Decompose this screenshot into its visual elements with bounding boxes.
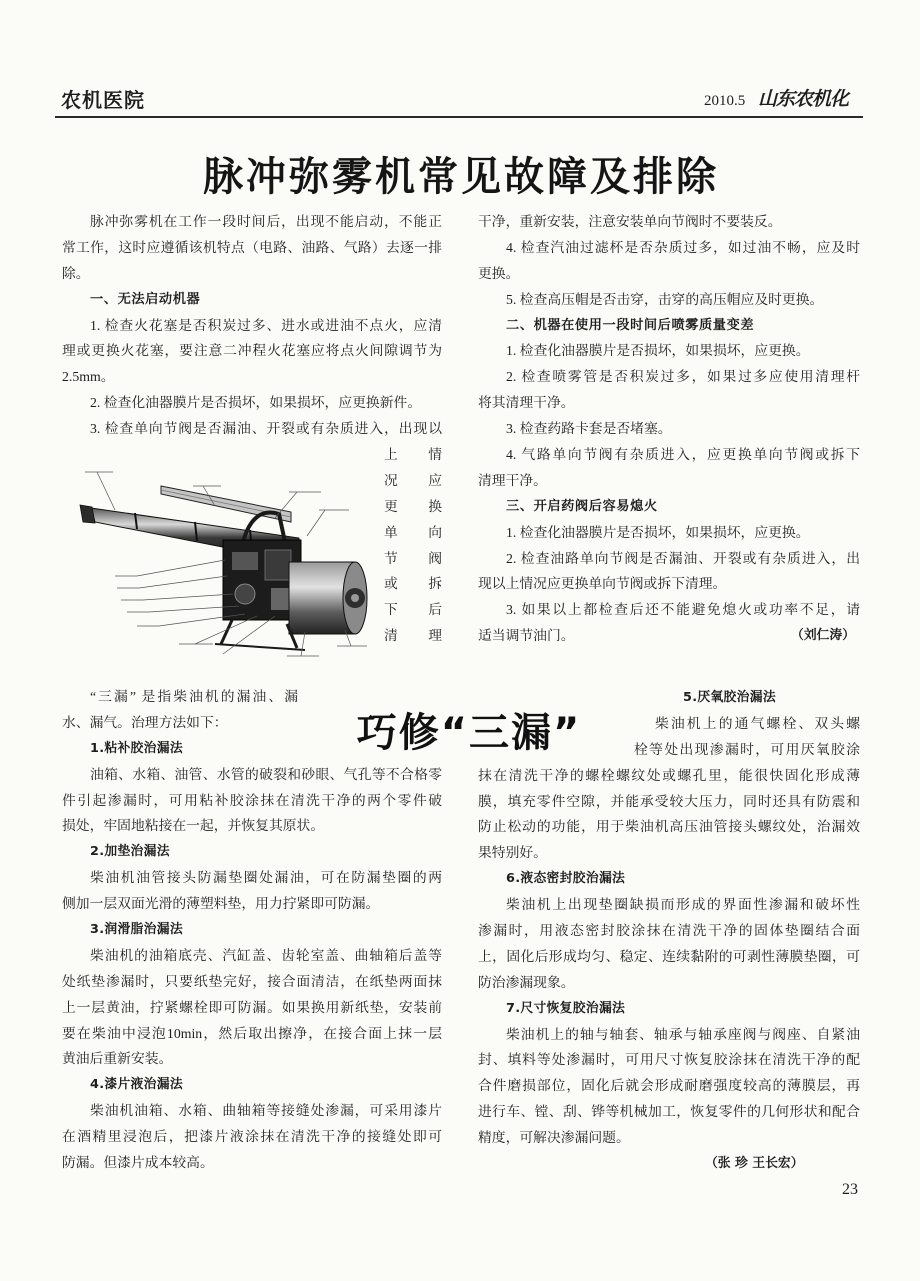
body-line: 油箱、水箱、油管、水管的破裂和砂眼、气孔等不合格零 (90, 766, 442, 782)
body-line: 柴油机上的通气螺栓、双头螺 (655, 715, 860, 731)
body-line: 栓等处出现渗漏时，可用厌氧胶涂 (634, 741, 860, 757)
method-heading: 1.粘补胶治漏法 (90, 740, 183, 756)
body-line: 1. 检查化油器膜片是否损坏，如果损坏，应更换。 (506, 343, 810, 359)
body-line: 件引起渗漏时，可用粘补胶涂抹在清洗干净的两个零件破 (62, 792, 442, 808)
body-line: 柴油机上出现垫圈缺损而形成的界面性渗漏和破坏性 (506, 897, 860, 913)
body-line: 3. 检查单向节阀是否漏油、开裂或有杂质进入，出现以 (90, 421, 442, 437)
body-line: 上，固化后形成均匀、稳定、连续黏附的可剥性薄膜垫圈，可 (478, 948, 860, 964)
body-line: 要在柴油中浸泡10min，然后取出擦净，在接合面上抹一层 (62, 1025, 442, 1041)
method-heading: 2.加垫治漏法 (90, 844, 170, 860)
body-line: 上一层黄油，拧紧螺栓即可防漏。如果换用新纸垫，安装前 (62, 999, 442, 1015)
body-line: 防止松动的功能，用于柴油机高压油管接头螺纹处，治漏效 (478, 819, 860, 835)
body-line: 上情 (384, 447, 442, 463)
body-line-with-author (478, 623, 860, 649)
body-line: 4. 检查汽油过滤杯是否杂质过多，如过油不畅，应及时 (506, 239, 860, 255)
body-line: 柴油机油管接头防漏垫圈处漏油，可在防漏垫圈的两 (90, 870, 442, 886)
body-line: 精度，可解决渗漏问题。 (478, 1130, 630, 1146)
issue-date: 2010.5 (704, 93, 746, 109)
author-credit: （刘仁涛） (791, 628, 855, 644)
body-line: 抹在清洗干净的螺栓螺纹处或螺孔里，能很快固化形成薄 (478, 767, 860, 783)
body-line: 水、漏气。治理方法如下： (62, 714, 228, 730)
section-heading: 一、无法启动机器 (90, 291, 201, 307)
body-line: 防治渗漏现象。 (478, 974, 575, 990)
body-line: 常工作，这时应遵循该机特点（电路、油路、气路）去逐一排 (62, 239, 442, 255)
author-credit: （张 珍 王长宏） (705, 1156, 804, 1172)
body-line: 1. 检查化油器膜片是否损坏，如果损坏，应更换。 (506, 524, 810, 540)
body-line: 在酒精里浸泡后，把漆片液涂抹在清洗干净的接缝处即可 (62, 1129, 442, 1145)
body-line: 封、填料等处渗漏时，可用尺寸恢复胶涂抹在清洗干净的配 (478, 1052, 860, 1068)
body-line: 更换 (384, 498, 442, 514)
upper-pipe (161, 486, 291, 522)
body-line: 除。 (62, 265, 90, 281)
body-line: 4. 气路单向节阀有杂质进入，应更换单向节阀或拆下 (506, 447, 860, 463)
magazine-logo: 山东农机化 (758, 88, 849, 110)
article1-left-column (62, 209, 442, 649)
body-line: 更换。 (478, 265, 520, 281)
body-line: 处纸垫渗漏时，只要纸垫完好，接合面清洁，在纸垫两面抹 (62, 973, 442, 989)
body-line: 3. 如果以上都检查后还不能避免熄火或功率不足，请 (506, 602, 860, 618)
body-line: 柴油机上的轴与轴套、轴承与轴承座阀与阀座、自紧油 (506, 1026, 860, 1042)
page-number: 23 (842, 1181, 858, 1198)
body-line: 2. 检查喷雾管是否积炭过多，如果过多应使用清理杆 (506, 369, 860, 385)
method-heading: 7.尺寸恢复胶治漏法 (506, 1000, 626, 1016)
header-rule (55, 116, 863, 118)
article2-left-column (62, 684, 442, 1176)
wrap-text-column (384, 442, 442, 649)
body-line: 柴油机油箱、水箱、曲轴箱等接缝处渗漏，可采用漆片 (90, 1103, 442, 1119)
section-label: 农机医院 (61, 88, 145, 112)
body-line: 1. 检查火花塞是否积炭过多、进水或进油不点火，应清 (90, 317, 442, 333)
body-line: 将其清理干净。 (478, 395, 575, 411)
body-line: 理或更换火花塞，要注意二冲程火花塞应将点火间隙调节为 (62, 343, 442, 359)
figure-row (62, 442, 442, 649)
body-line: 膜，填充零件空隙，并能承受较大压力，同时还具有防震和 (478, 793, 860, 809)
body-line: 5. 检查高压帽是否击穿，击穿的高压帽应及时更换。 (506, 291, 824, 307)
body-line: 单向 (384, 524, 442, 540)
body-line: 渗漏时，用液态密封胶涂抹在清洗干净的固体垫圈结合面 (478, 923, 860, 939)
body-line: “三漏” 是指柴油机的漏油、漏 (90, 689, 298, 704)
method-heading: 3.润滑脂治漏法 (90, 922, 183, 938)
body-line: 损处，牢固地粘接在一起，并恢复其原状。 (62, 818, 325, 834)
body-line: 下后 (384, 602, 442, 618)
body-line: 节阀 (384, 550, 442, 566)
article1-right-column (478, 209, 860, 649)
body-line: 侧加一层双面光滑的薄塑料垫，用力拧紧即可防漏。 (62, 896, 380, 912)
fogger-machine-figure (75, 448, 375, 663)
body-line: 2. 检查油路单向节阀是否漏油、开裂或有杂质进入，出 (506, 550, 860, 566)
body-line: 适当调节油门。 (478, 628, 575, 644)
article-title: 巧修“三漏” (356, 710, 582, 756)
article-title: 脉冲弥雾机常见故障及排除 (203, 154, 719, 200)
method-heading: 4.漆片液治漏法 (90, 1077, 183, 1093)
body-line: 进行车、镗、刮、铧等机械加工，恢复零件的几何形状和配合 (478, 1104, 860, 1120)
section-heading: 三、开启药阀后容易熄火 (506, 498, 658, 514)
fuel-tank (289, 562, 367, 634)
body-line: 清理干净。 (478, 472, 547, 488)
method-heading: 5.厌氧胶治漏法 (683, 690, 776, 705)
body-line: 柴油机的油箱底壳、汽缸盖、齿轮室盖、曲轴箱后盖等 (90, 947, 442, 963)
body-line: 脉冲弥雾机在工作一段时间后，出现不能启动，不能正 (90, 214, 442, 229)
body-line: 2.5mm。 (62, 369, 115, 385)
body-line: 2. 检查化油器膜片是否损坏，如果损坏，应更换新件。 (90, 395, 422, 411)
body-line: 清理 (384, 628, 442, 644)
body-line: 现以上情况应更换单向节阀或拆下清理。 (478, 576, 727, 592)
body-line: 果特别好。 (478, 845, 547, 861)
body-line: 或拆 (384, 576, 442, 592)
method-heading: 6.液态密封胶治漏法 (506, 871, 626, 887)
body-line: 黄油后重新安装。 (62, 1051, 173, 1067)
body-line: 防漏。但漆片成本较高。 (62, 1155, 214, 1171)
body-line: 合件磨损部位，固化后就会形成耐磨强度较高的薄膜层，再 (478, 1078, 860, 1094)
section-heading: 二、机器在使用一段时间后喷雾质量变差 (506, 317, 755, 333)
body-line: 况应 (384, 472, 442, 488)
body-line: 干净，重新安装，注意安装单向节阀时不要装反。 (478, 214, 782, 229)
article2-right-column (478, 685, 860, 1177)
body-line: 3. 检查药路卡套是否堵塞。 (506, 421, 672, 437)
